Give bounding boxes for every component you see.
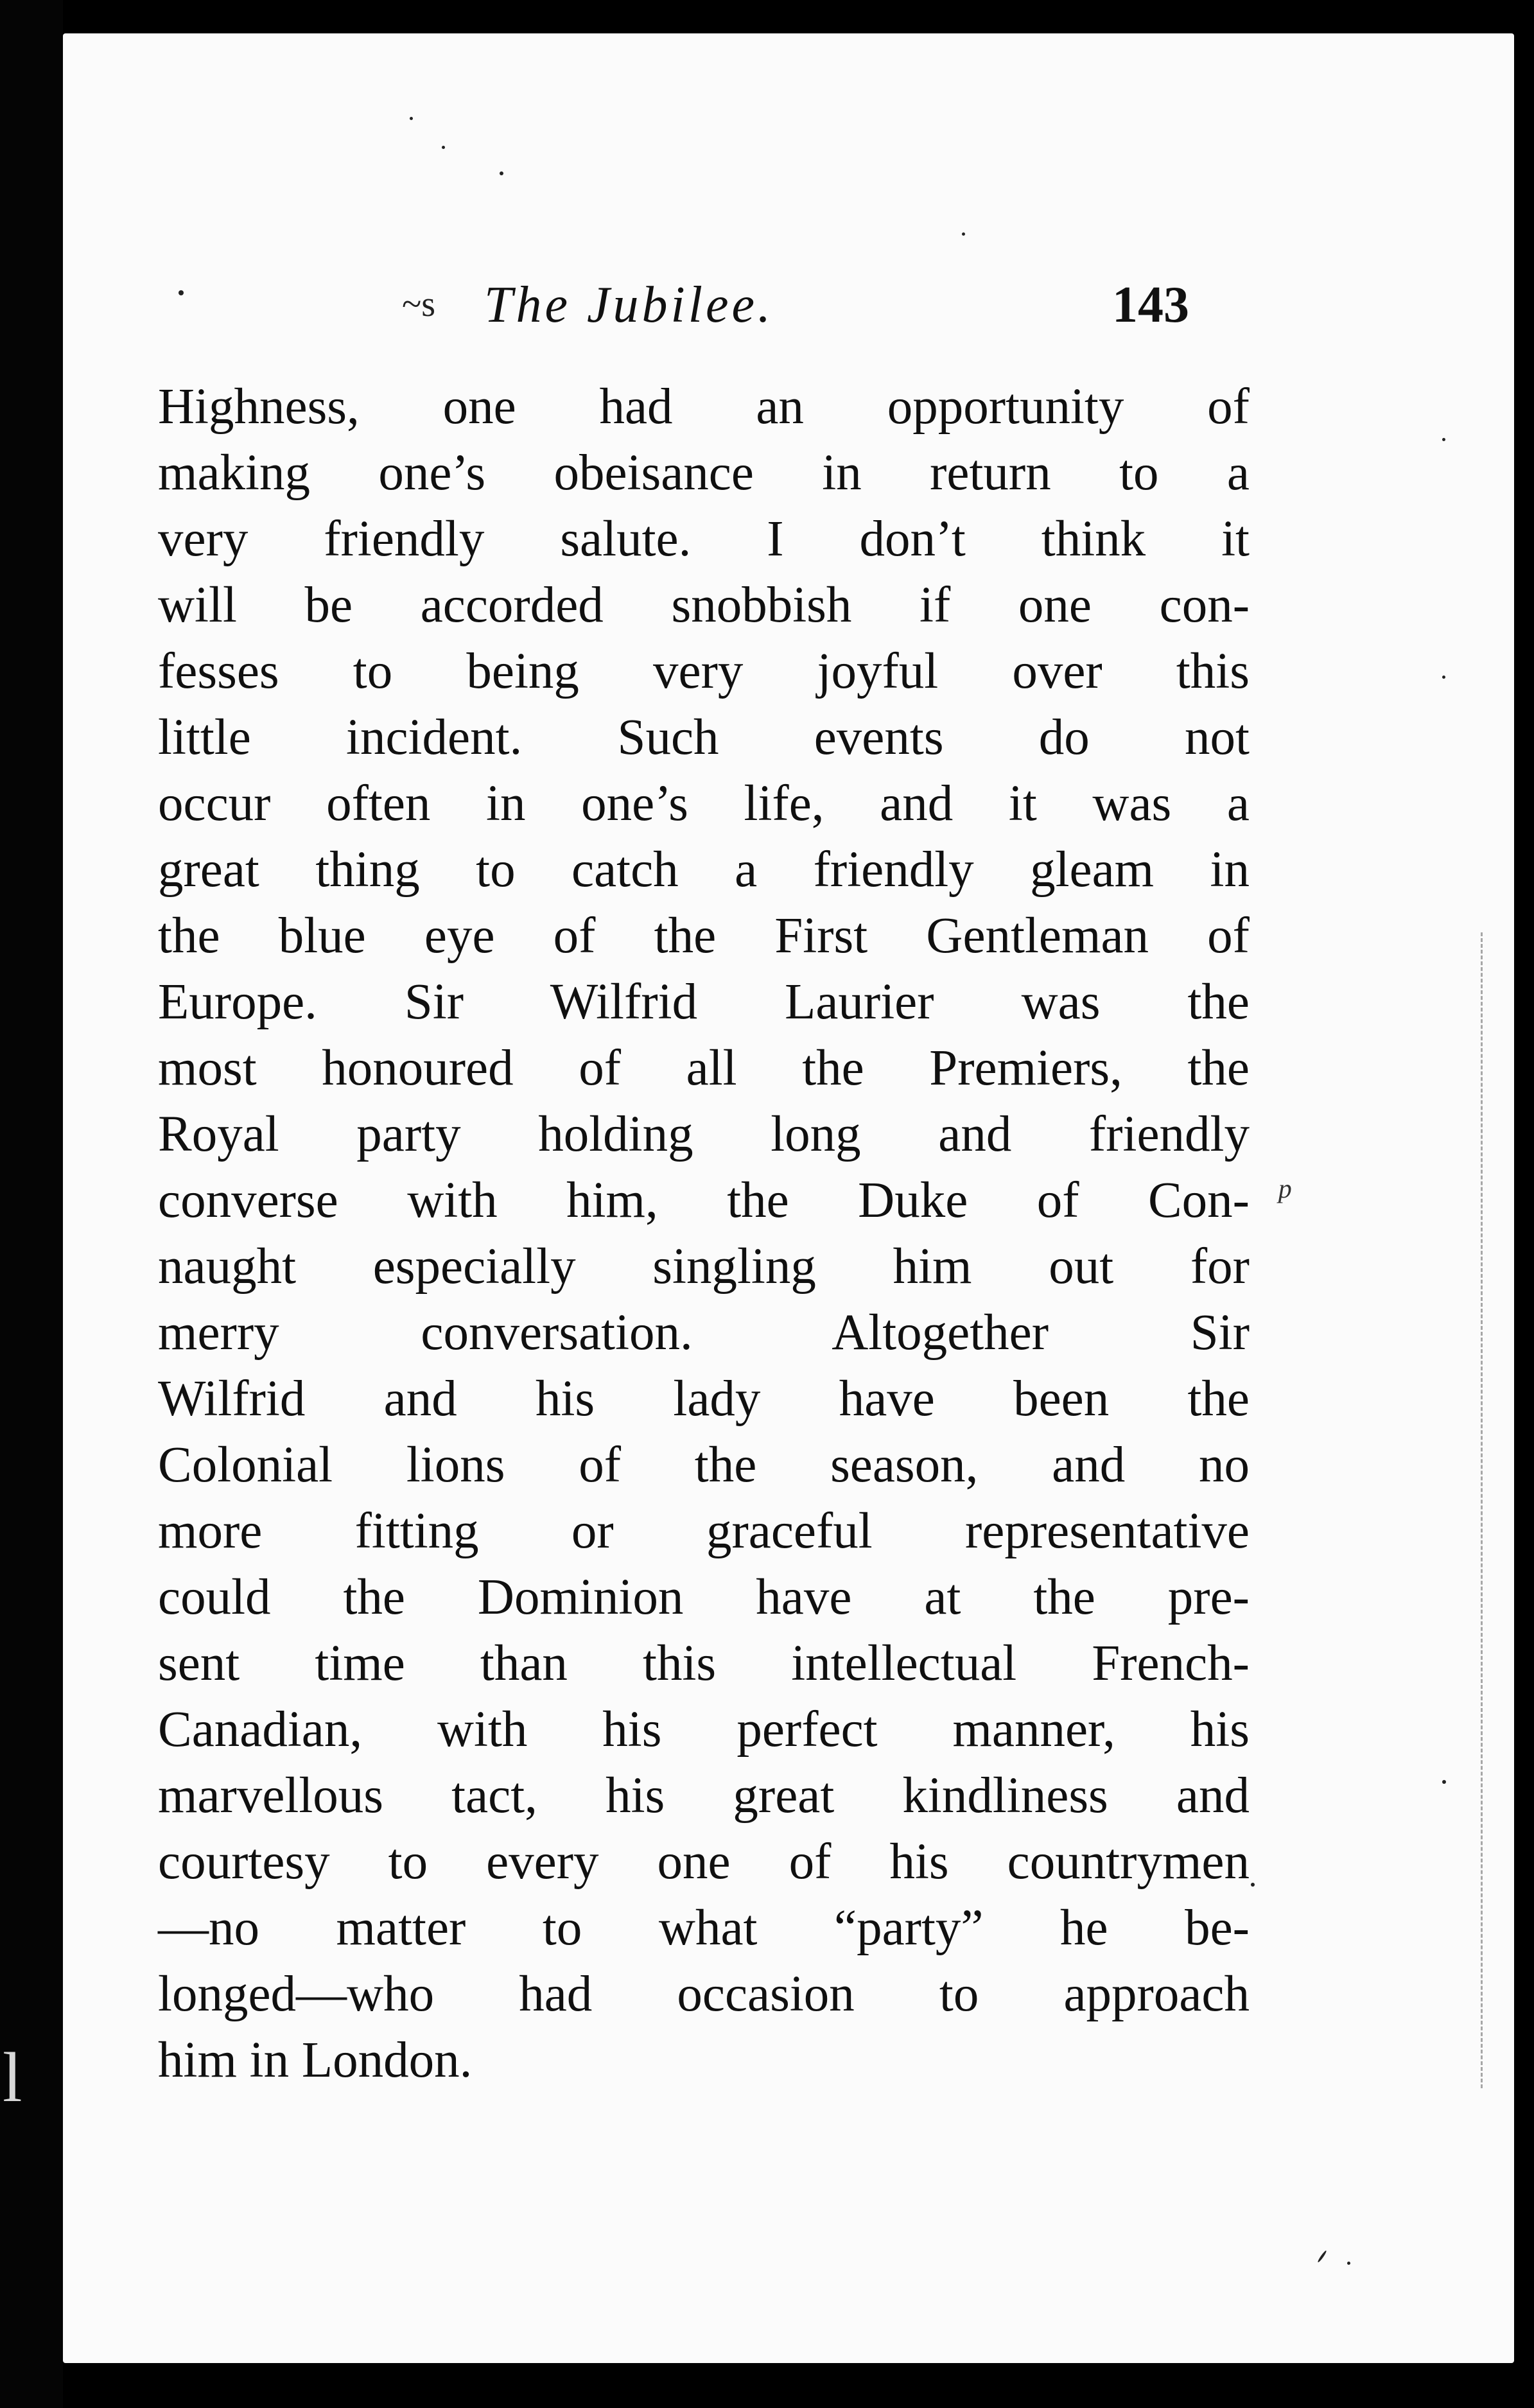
dust-speck [1442,676,1445,679]
text-line: marvellous tact, his great kindliness and [158,1768,1250,1824]
text-line: courtesy to every one of his countrymen [158,1834,1250,1890]
text-line: longed—who had occasion to approach [158,1966,1250,2022]
text-line: could the Dominion have at the pre- [158,1569,1250,1625]
dust-speck [500,171,503,175]
text-line: converse with him, the Duke of Con- [158,1173,1250,1228]
text-line: making one’s obeisance in return to a [158,445,1250,501]
text-line: Canadian, with his perfect manner, his [158,1702,1250,1758]
text-line: most honoured of all the Premiers, the [158,1040,1250,1096]
margin-fragment: l [3,2038,22,2116]
dust-speck [1442,438,1445,441]
text-line: very friendly salute. I don’t think it [158,511,1250,567]
text-line: sent time than this intellectual French- [158,1636,1250,1691]
dust-speck [1317,2250,1327,2263]
pencil-mark: ᵖ [1277,1171,1289,1220]
dust-speck [410,117,413,120]
text-line: Colonial lions of the season, and no [158,1437,1250,1493]
page-edge-shadow [1481,932,1493,2088]
text-line: Royal party holding long and friendly [158,1106,1250,1162]
text-line: him in London. [158,2032,473,2088]
text-line: more fitting or graceful representative [158,1503,1250,1559]
dust-speck [1251,1883,1255,1887]
dust-speck [962,232,965,236]
header-ornament: ~s [402,284,436,324]
page-number: 143 [1112,277,1189,333]
book-page [63,33,1514,2363]
running-header [63,276,1514,340]
text-line: merry conversation. Altogether Sir [158,1305,1250,1361]
text-line: Europe. Sir Wilfrid Laurier was the [158,974,1250,1030]
text-line: naught especially singling him out for [158,1239,1250,1295]
text-line: Wilfrid and his lady have been the [158,1371,1250,1427]
text-line: —no matter to what “party” he be- [158,1900,1250,1956]
dust-speck [1347,2262,1350,2265]
text-line: occur often in one’s life, and it was a [158,776,1250,832]
text-line: little incident. Such events do not [158,710,1250,765]
body-paragraph [158,374,1250,2093]
text-line: great thing to catch a friendly gleam in [158,842,1250,898]
text-line: fesses to being very joyful over this [158,643,1250,699]
header-title: The Jubilee. [484,277,774,333]
text-line: the blue eye of the First Gentleman of [158,908,1250,964]
scan-left-border [0,0,63,2408]
dust-speck [179,290,184,295]
text-line: Highness, one had an opportunity of [158,379,1250,435]
text-line: will be accorded snobbish if one con- [158,577,1250,633]
dust-speck [1442,1780,1446,1784]
dust-speck [442,146,445,149]
